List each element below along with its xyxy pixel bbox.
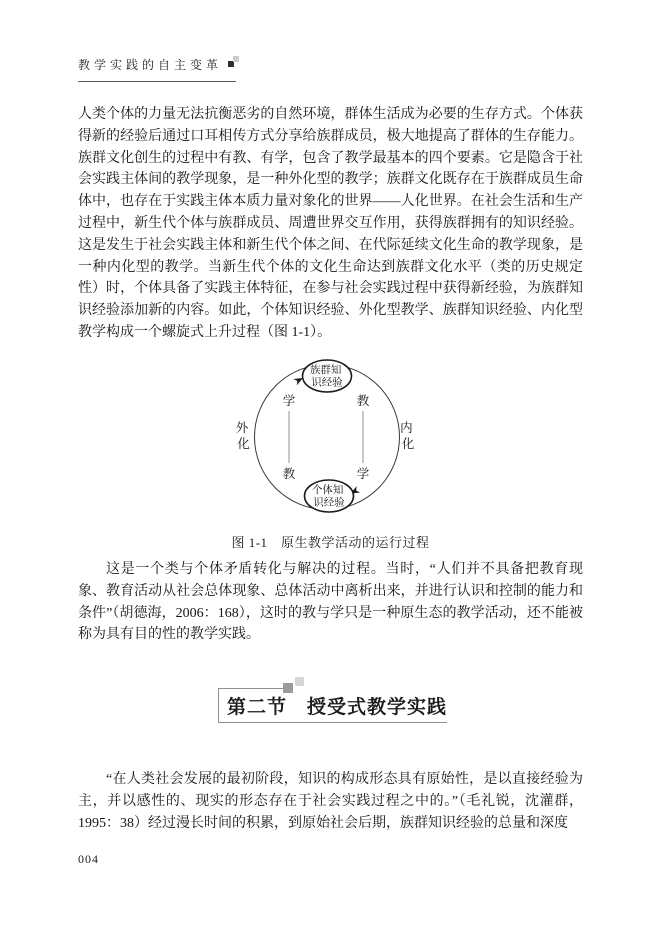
page-number: 004 bbox=[78, 852, 99, 866]
running-header-title: 教学实践的自主变革 bbox=[78, 58, 223, 72]
inner-left-top-label: 学 bbox=[282, 394, 295, 408]
square-light-icon bbox=[233, 56, 239, 62]
cycle-diagram bbox=[236, 356, 426, 524]
paragraph-intro: 人类个体的力量无法抗衡恶劣的自然环境，群体生活成为必要的生存方式。个体获得新的经验后通过口耳相传方式分享给族群成员，极大地提高了群体的生存能力。族群文化创生的过程中有教、有学，包含了教学最基本的四个要素。它是隐含于社会实践主体间的教学现象，是一种外化型的教学；族群文化既存在于族群成员生命体中，也存在于实践主体本质力量对象化的世界——人化世界。在社会生活和生产过程中，新生代个体与族群成员、周遭世界交互作用，获得族群拥有的知识经验。这是发生于社会实践主体和新生代个体之间、在代际延续文化生命的教学现象，是一种内化型的教学。当新生代个体的文化生命达到族群文化水平（类的历史规定性）时，个体具备了实践主体特征，在参与社会实践过程中获得新经验，为族群知识经验添加新的内容。如此，个体知识经验、外化型教学、族群知识经验、内化型教学构成一个螺旋式上升过程（图 1-1）。 bbox=[78, 107, 583, 340]
heading-left-rule bbox=[218, 688, 219, 723]
bottom-node-label: 个体知 识经验 bbox=[311, 485, 345, 509]
outer-left-label: 外 化 bbox=[235, 421, 250, 451]
inner-left-bottom-label: 教 bbox=[282, 467, 295, 481]
figure-caption: 图 1-1 原生教学活动的运行过程 bbox=[231, 535, 430, 550]
inner-right-top-label: 教 bbox=[356, 394, 369, 408]
section-title: 第二节 授受式教学实践 bbox=[227, 697, 448, 718]
heading-square-light-icon bbox=[295, 677, 304, 686]
paragraph-section-body: “在人类社会发展的最初阶段，知识的构成形态具有原始性，是以直接经验为主，并以感性的、现实的形态存在于社会实践过程之中的。”（毛礼锐，沈灌群，1995：38）经过漫长时间的积累，到原始社会后期，族群知识经验的总量和深度 bbox=[78, 772, 583, 831]
top-node-label: 族群知 识经验 bbox=[309, 365, 343, 389]
heading-top-rule bbox=[218, 688, 285, 689]
inner-right-bottom-label: 学 bbox=[356, 467, 369, 481]
outer-right-label: 内 化 bbox=[399, 421, 414, 451]
running-header bbox=[78, 56, 236, 82]
figure-1-1 bbox=[0, 356, 661, 551]
paragraph-transition: 这是一个类与个体矛盾转化与解决的过程。当时，“人们并不具备把教育现象、教育活动从社会总体现象、总体活动中离析出来，并进行认识和控制的能力和条件”（胡德海，2006：168），这时的教与学只是一种原生态的教学活动，还不能被称为具有目的性的教学实践。 bbox=[78, 562, 583, 643]
section-heading bbox=[218, 677, 447, 723]
corner-squares-icon bbox=[228, 56, 242, 70]
